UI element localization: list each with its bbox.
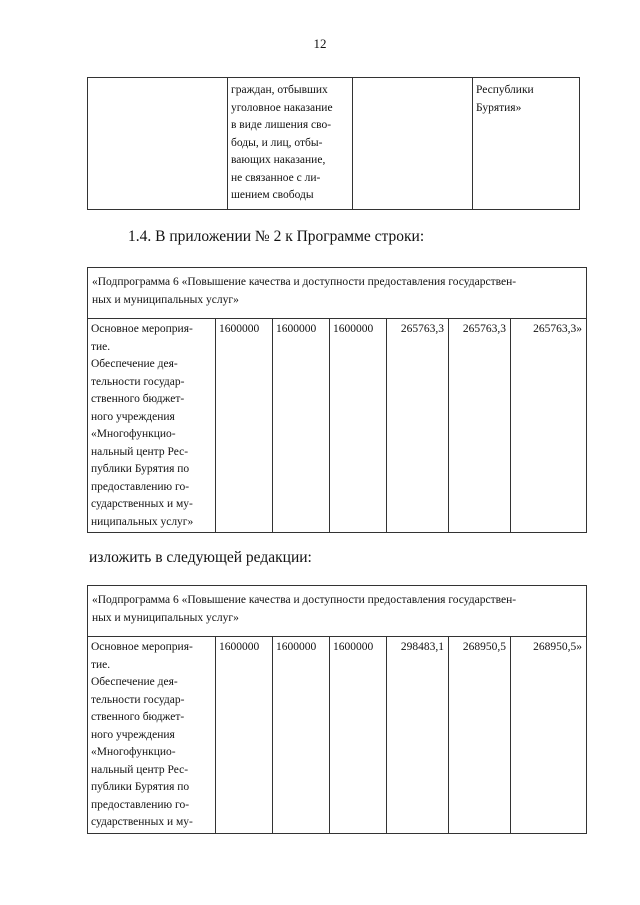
table-row (88, 586, 587, 637)
table-cell (88, 78, 228, 210)
cell-line: Обеспечение дея- (91, 676, 178, 688)
cell-line: публики Бурятия по (91, 781, 190, 793)
new-rows-table (87, 585, 587, 834)
table-row (88, 637, 587, 834)
value-cell: 1600000 (330, 637, 387, 834)
value-cell: 298483,1 (387, 637, 449, 834)
cell-line: предоставлению го- (91, 480, 190, 493)
table-cell (353, 78, 473, 210)
table-row (88, 268, 587, 319)
page-number: 12 (313, 36, 327, 51)
value-cell: 265763,3 (387, 319, 449, 533)
table-row (88, 78, 580, 210)
cell-line: ного учреждения (91, 728, 175, 741)
header-line: «Подпрограмма 6 «Повышение качества и доступности предоставления государствен- (92, 594, 517, 606)
value-cell: 268950,5 (449, 637, 511, 834)
cell-line: тельности государ- (91, 693, 185, 706)
cell-line: шением свободы (231, 189, 314, 201)
cell-line: ниципальных услуг» (91, 515, 194, 528)
value-cell: 1600000 (216, 637, 273, 834)
cell-line: нальный центр Рес- (91, 763, 189, 776)
description-cell (88, 637, 216, 834)
cell-line: боды, и лиц, отбы- (231, 136, 323, 149)
cell-line: сударственных и му- (91, 498, 193, 510)
cell-line: ственного бюджет- (91, 393, 185, 405)
cell-line: Основное мероприя- (91, 641, 193, 653)
section-paragraph: изложить в следующей редакции: (89, 549, 312, 566)
value-cell: 268950,5» (511, 637, 587, 834)
cell-line: публики Бурятия по (91, 463, 190, 475)
continuation-table (87, 77, 580, 210)
value-cell: 265763,3 (449, 319, 511, 533)
table-row (88, 319, 587, 533)
header-line: ных и муниципальных услуг» (92, 611, 239, 624)
old-rows-table (87, 267, 587, 533)
cell-line: ного учреждения (91, 410, 175, 423)
cell-line: Обеспечение дея- (91, 358, 178, 370)
cell-line: вающих наказание, (231, 154, 326, 166)
value-cell: 1600000 (273, 319, 330, 533)
table-cell (473, 78, 580, 210)
value-cell: 265763,3» (511, 319, 587, 533)
description-cell (88, 319, 216, 533)
cell-line: не связанное с ли- (231, 171, 321, 184)
value-cell: 1600000 (330, 319, 387, 533)
cell-line: нальный центр Рес- (91, 445, 189, 458)
cell-line: Бурятия» (476, 101, 522, 114)
value-cell: 1600000 (273, 637, 330, 834)
cell-line: ственного бюджет- (91, 711, 185, 723)
subprogram-header (88, 268, 587, 319)
cell-line: граждан, отбывших (231, 84, 328, 96)
cell-line: в виде лишения сво- (231, 119, 332, 131)
table-cell (228, 78, 353, 210)
cell-line: тие. (91, 340, 111, 353)
cell-line: предоставлению го- (91, 798, 190, 811)
cell-line: «Многофункцио- (91, 428, 176, 440)
cell-line: уголовное наказание (231, 101, 333, 114)
section-paragraph: 1.4. В приложении № 2 к Программе строки: (128, 228, 425, 245)
cell-line: тельности государ- (91, 375, 185, 388)
cell-line: «Многофункцио- (91, 746, 176, 758)
subprogram-header (88, 586, 587, 637)
cell-line: Основное мероприя- (91, 323, 193, 335)
value-cell: 1600000 (216, 319, 273, 533)
cell-line: тие. (91, 658, 111, 671)
cell-line: Республики (476, 84, 534, 96)
header-line: «Подпрограмма 6 «Повышение качества и доступности предоставления государствен- (92, 276, 517, 288)
header-line: ных и муниципальных услуг» (92, 293, 239, 306)
cell-line: сударственных и му- (91, 816, 193, 828)
